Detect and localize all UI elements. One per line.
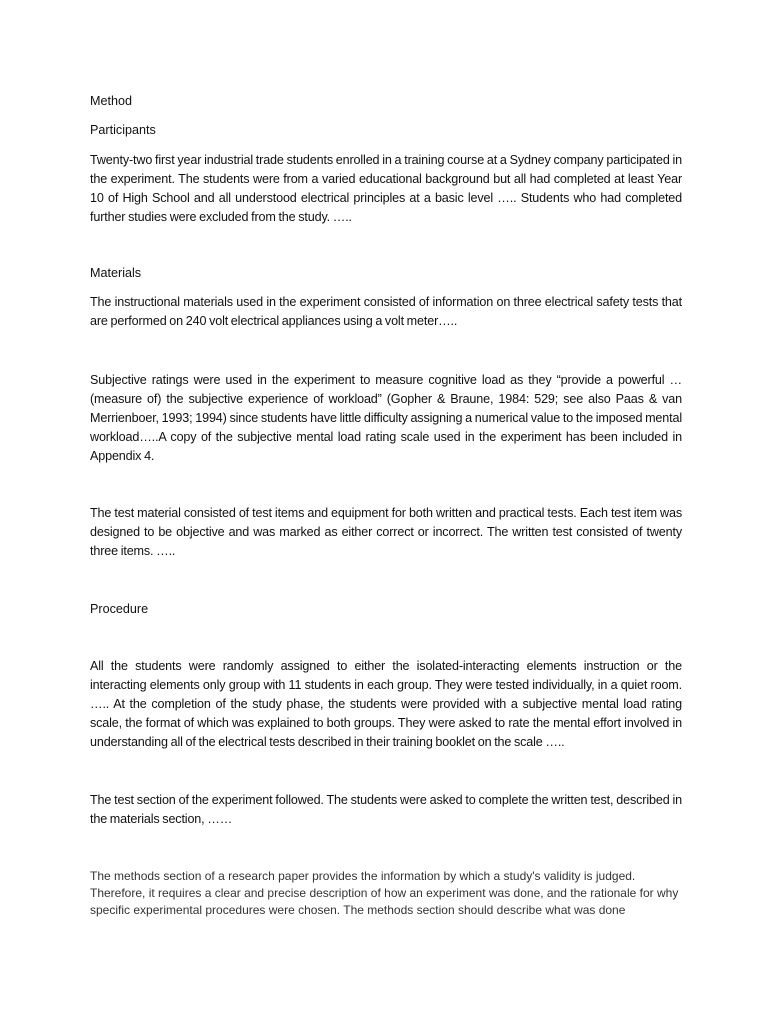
methods-commentary: The methods section of a research paper provides the information by which a study's validity is judged. Therefore, it requires a clear and precise description of how an experiment was done, and the rationale for why specific experimental procedures were chosen. The methods section should describe what was done	[90, 869, 679, 917]
method-heading: Method	[90, 94, 133, 108]
materials-paragraph-1: The instructional materials used in the experiment consisted of information on three electrical safety tests that are performed on 240 volt electrical appliances using a volt meter…..	[90, 295, 682, 328]
materials-paragraph-3: The test material consisted of test items and equipment for both written and practical tests. Each test item was designed to be objective and was marked as either correct or incorrect. The written test consisted of twenty three items. …..	[90, 506, 682, 558]
participants-paragraph: Twenty-two first year industrial trade students enrolled in a training course at a Sydney company participated in the experiment. The students were from a varied educational background but all had completed at least Year 10 of High School and all understood electrical principles at a basic level ….. Students who had completed further studies were excluded from the study. …..	[90, 153, 682, 224]
materials-paragraph-2: Subjective ratings were used in the experiment to measure cognitive load as they “provide a powerful …(measure of) the subjective experience of workload” (Gopher & Braune, 1984: 529; see also Paas & van Merrienboer, 1993; 1994) since students have little difficulty assigning a numerical value to the imposed mental workload…..A copy of the subjective mental load rating scale used in the experiment has been included in Appendix 4.	[90, 373, 682, 463]
procedure-paragraph-2: The test section of the experiment followed. The students were asked to complete the written test, described in the materials section, ……	[90, 793, 682, 826]
procedure-paragraph-1: All the students were randomly assigned to either the isolated-interacting elements instruction or the interacting elements only group with 11 students in each group. They were tested individually, in a quiet room. ….. At the completion of the study phase, the students were provided with a subjective mental load rating scale, the format of which was explained to both groups. They were asked to rate the mental effort involved in understanding all of the electrical tests described in their training booklet on the scale …..	[90, 659, 682, 749]
participants-heading: Participants	[90, 123, 156, 137]
materials-heading: Materials	[90, 266, 142, 280]
procedure-heading: Procedure	[90, 602, 149, 616]
